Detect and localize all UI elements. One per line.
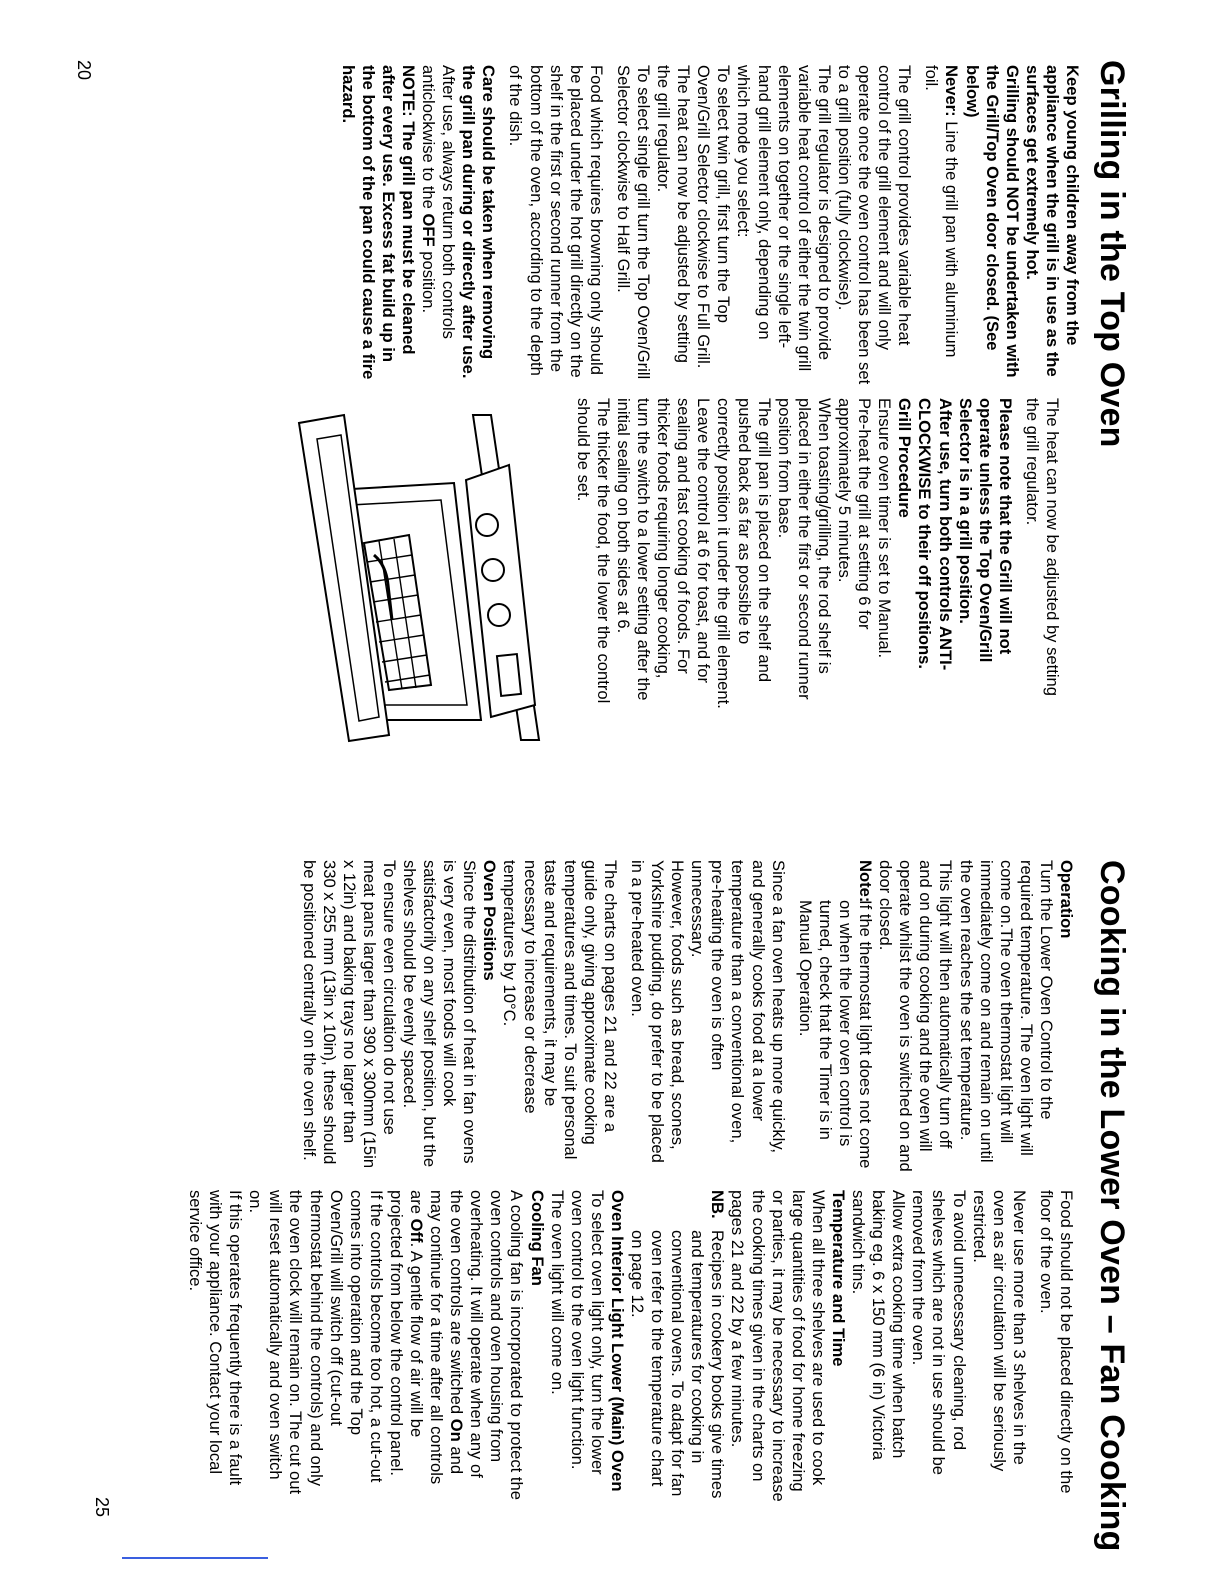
paragraph [613,398,774,710]
note-label: NB. [708,1190,728,1219]
section-heading: Cooling Fan [527,1190,547,1286]
paragraph-text: Grilling should NOT be undertaken with the Grill/Top Oven door closed. (See below) [962,65,1022,378]
paragraph-text: If this operates frequently there is a fault with your appliance. Contact your local service office. [185,1190,246,1486]
left-page-number: 20 [74,60,94,81]
paragraph [914,398,954,710]
paragraph-text: The grill control provides variable heat control of the grill element and will only operate once the oven control has been set to a grill position (fully clockwise). [834,65,915,385]
paragraph [908,1190,968,1502]
paragraph [245,1190,386,1502]
paragraph [613,65,653,385]
paragraph-emphasis: Off [407,1218,426,1243]
paragraph-emphasis: OFF [419,213,439,247]
note-text: If the thermostat light does not come on when the lower oven control is turned, check that the Timer is in Manual Operation. [795,900,876,1169]
paragraph [505,65,605,385]
paragraph-text: Please note that the Grill will not operate unless the Top Oven/Grill Selector is in a grill position. [955,398,1015,663]
paragraph [338,65,418,385]
section-heading: Temperature and Time [828,1190,848,1367]
paragraph [418,65,458,385]
paragraph [875,860,1056,1172]
paragraph-text: Since the distribution of heat in fan ovens is very even, most foods will cook satisfactorily on any shelf position, but the shelves should be evenly spaced. [400,860,480,1168]
scan-edge-mark [122,1557,268,1559]
paragraph [834,65,914,385]
paragraph-text: Since a fan oven heats up more quickly, and generally cooks food at a lower temperature than a conventional oven, pre-heating the oven is often unnecessary. [688,860,788,1154]
paragraph-text: Line the grill pan with aluminium foil. [922,65,962,358]
paragraph-text: To select twin grill, first turn the Top Oven/Grill Selector clockwise to Full Grill. [694,65,734,369]
paragraph [921,65,961,385]
clock-display [497,654,521,696]
paragraph-text: and may continue for a time after all controls are [407,1190,467,1485]
left-page-column-1 [338,65,1082,385]
oven-grill-illustration [284,405,549,745]
paragraph [1036,1190,1076,1502]
paragraph [1022,398,1062,710]
paragraph-text: If the controls become too hot, a cut-out comes into operation and the Top Oven/Grill will switch off (cut-out thermostat behind the controls) and only the oven clock will remain on. The cut out will reset automatically and oven switch on. [246,1190,386,1495]
paragraph-text: The charts on pages 21 and 22 are a guide only, giving approximate cooking temperatures and times. To suit personal taste and requirements, it may be necessary to increase or decrease temperatures by 10°C. [500,860,620,1160]
paragraph [547,1190,607,1502]
paragraph-text: Food should not be placed directly on the floor of the oven. [1036,1190,1076,1494]
note-label: Note: [856,860,876,903]
paragraph-text: A cooling fan is incorporated to protect the oven controls and oven housing from overheating. It will operate when any of the oven controls are switched [447,1190,527,1500]
paragraph [834,398,874,710]
paragraph-text: Never use more than 3 shelves in the oven as air circulation will be seriously restricted. [969,1190,1029,1472]
paragraph [874,398,894,710]
paragraph-text: position. [419,246,439,314]
paragraph-text: Care should be taken when removing the grill pan during or directly after use. [459,65,499,379]
section-heading: Operation [1057,860,1076,939]
right-page-column-1 [298,860,1076,1172]
paragraph-text: The heat can now be adjusted by setting the grill regulator. [1022,398,1062,696]
section-heading: Oven Positions [480,860,500,981]
note-paragraph [627,1190,727,1502]
paragraph [573,398,613,710]
paragraph [653,65,693,385]
paragraph-text: Food which requires browning only should be placed under the hot grill directly on the shelf in the first or second runner from the bottom of the oven, according to the depth of the dish. [506,65,606,378]
paragraph [399,860,479,1172]
section-heading: Oven Interior Light Lower (Main) Oven [607,1190,627,1492]
paragraph-text: The grill pan is placed on the shelf and pushed back as far as possible to correctly position it under the grill element. Leave the control at 6 for toast, and for sealing and fast cooking of foods. For thicker foods requiring longer cooking, turn the switch to a lower setting after the initial sealing on both sides at 6. [614,398,774,709]
note-text: Recipes in cookery books give times and temperatures for cooking in conventional ovens. To adapt for fan oven refer to the temperature chart on page 12. [628,1230,728,1499]
paragraph-text: However, foods such as bread, scones, Yorkshire pudding, do prefer to be placed in a pre-heated oven. [628,860,688,1163]
paragraph-text: The grill regulator is designed to provide variable heat control of either the twin grill elements on together or the single left-hand grill element only, depending on which mode you select: [734,65,834,372]
control-knob-3 [488,604,510,626]
right-page-column-2 [185,1190,1076,1502]
paragraph [627,860,687,1172]
paragraph-text: Turn the Lower Oven Control to the required temperature. The oven light will come on.The oven thermostat light will immediately come on and remain on until the oven reaches the set temperature. This light will then automatically turn off and on during cooking and the oven will operate whilst the oven is switched on and door closed. [876,860,1056,1172]
paragraph-emphasis: On [447,1418,467,1442]
paragraph-text: Allow extra cooking time when batch baking eg. 6 x 150 mm (6 in) Victoria sandwich tins. [849,1190,909,1460]
paragraph [298,860,398,1172]
paragraph [848,1190,908,1502]
left-page-column-2 [573,398,1062,710]
section-heading: Grill Procedure [895,398,915,518]
paragraph-text: To ensure even circulation do not use meat pans larger than 390 x 300mm (15in x 12in) and baking trays no larger than 330 x 255 mm (13in x 10in), these should be positioned centrally on the oven shelf. [299,860,399,1169]
right-page-number: 25 [92,1497,112,1518]
paragraph-text: The heat can now be adjusted by setting the grill regulator. [654,65,694,363]
paragraph-text: After use, turn both controls ANTI-CLOCKWISE to their off positions. [915,398,955,671]
paragraph [458,65,498,385]
paragraph [687,860,787,1172]
paragraph-lead: Never: [942,65,962,117]
paragraph-text: To select oven light only, turn the lower oven control to the oven light function. The oven light will come on. [547,1190,607,1475]
paragraph [727,1190,827,1502]
paragraph [386,1190,527,1502]
control-knob-2 [482,559,504,581]
paragraph [955,398,1015,710]
control-knob-1 [476,514,498,536]
paragraph [733,65,833,385]
paragraph [969,1190,1029,1502]
paragraph-text: Pre-heat the grill at setting 6 for approximately 5 minutes. [835,398,875,630]
paragraph [499,860,620,1172]
paragraph [693,65,733,385]
paragraph-text: To avoid unnecessary cleaning, rod shelves which are not in use should be removed from the oven. [909,1190,969,1476]
paragraph [185,1190,245,1502]
right-page-title: Cooking in the Lower Oven – Fan Cooking [1093,860,1131,1552]
paragraph-text: NOTE: The grill pan must be cleaned after every use. Excess fat build up in the bottom of the pan could cause a fire hazard. [338,65,418,380]
paragraph-text: Ensure oven timer is set to Manual. [875,398,895,659]
paragraph [961,65,1021,385]
paragraph-text: After use, always return both controls anticlockwise to the [419,65,459,339]
paragraph-text: To select single grill turn the Top Oven/Grill Selector clockwise to Half Grill. [613,65,654,380]
paragraph [1022,65,1082,385]
paragraph-text: When all three shelves are used to cook large quantities of food for home freezing or parties, it may be necessary to increase the cooking times given in the charts on pages 21 and 22 by a few minutes. [728,1190,828,1502]
note-paragraph [795,860,875,1172]
paragraph [774,398,834,710]
left-page-title: Grilling in the Top Oven [1093,60,1131,448]
paragraph-text: The thicker the food, the lower the control should be set. [573,398,613,704]
paragraph-text: Keep young children away from the appliance when the grill is in use as the surfaces get extremely hot. [1022,65,1082,377]
paragraph-text: . A gentle flow of air will be projected from below the control panel. [386,1190,426,1476]
paragraph-text: When toasting/grilling, the rod shelf is placed in either the first or second runner position from base. [774,398,834,700]
